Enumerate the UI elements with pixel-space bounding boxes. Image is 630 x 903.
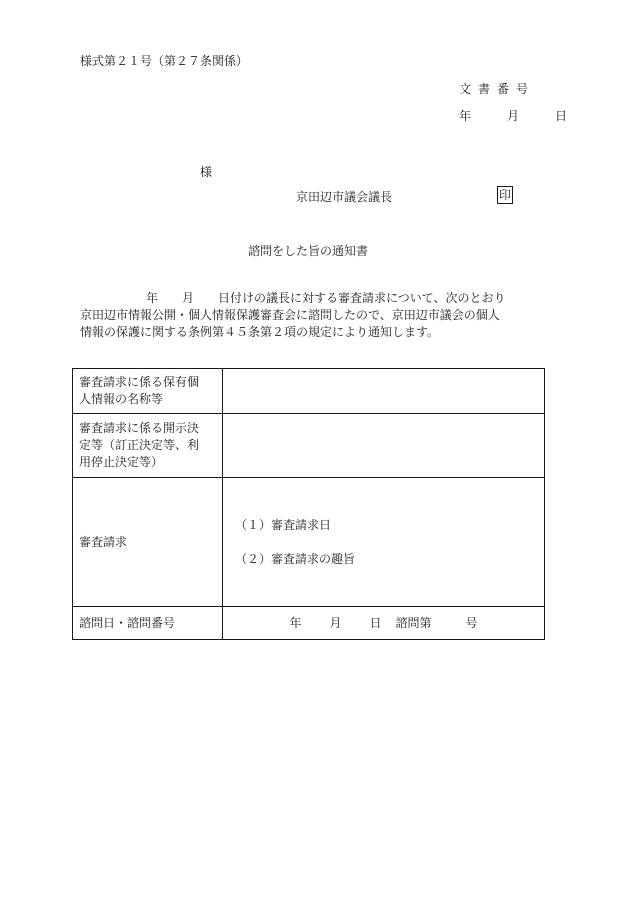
date-year: 年 (459, 109, 472, 123)
review-request-purpose-item: （２）審査請求の趣旨 (235, 551, 356, 566)
sender-name: 京田辺市議会議長 (296, 190, 393, 204)
label-line: 定等（訂正決定等、利 (79, 438, 200, 452)
body-text (80, 290, 550, 341)
value-inquiry-date-number[interactable] (223, 607, 545, 640)
value-record-name[interactable] (223, 369, 545, 414)
value-disclosure-decision[interactable] (223, 414, 545, 478)
body-line-3: 情報の保護に関する条例第４５条第２項の規定により通知します。 (80, 325, 440, 339)
document-number: 文書番号 (459, 82, 536, 96)
inquiry-month: 月 (329, 615, 342, 630)
table-row (73, 414, 545, 478)
info-table (72, 368, 545, 640)
table-row (73, 607, 545, 640)
body-line-2: 京田辺市情報公開・個人情報保護審査会に諮問したので、京田辺市議会の個人 (80, 308, 500, 322)
label-line: 審査請求に係る保有個 (79, 375, 200, 389)
date-day: 日 (555, 109, 568, 123)
label-record-name (73, 369, 223, 414)
table-row (73, 478, 545, 607)
label-line: 用停止決定等） (79, 455, 164, 469)
label-line: 人情報の名称等 (79, 392, 164, 406)
label-line: 審査請求に係る開示決 (79, 421, 200, 435)
label-inquiry-date-number: 諮問日・諮問番号 (73, 607, 223, 640)
date-month: 月 (507, 109, 520, 123)
seal-stamp: 印 (499, 188, 512, 202)
addressee-honorific: 様 (200, 165, 213, 179)
body-line-1: 年 月 日付けの議長に対する審査請求について、次のとおり (146, 291, 506, 305)
label-review-request: 審査請求 (73, 478, 223, 607)
label-disclosure-decision (73, 414, 223, 478)
inquiry-day: 日 (369, 615, 382, 630)
date-line (459, 107, 567, 124)
document-title: 諮問をした旨の通知書 (248, 244, 369, 258)
inquiry-year: 年 (289, 615, 302, 630)
review-request-date-item: （１）審査請求日 (235, 517, 332, 532)
inquiry-number-suffix: 号 (465, 615, 478, 630)
table-row (73, 369, 545, 414)
inquiry-prefix: 諮問第 (395, 615, 432, 630)
value-review-request[interactable] (223, 478, 545, 607)
form-number: 様式第２１号（第２７条関係） (80, 54, 249, 68)
